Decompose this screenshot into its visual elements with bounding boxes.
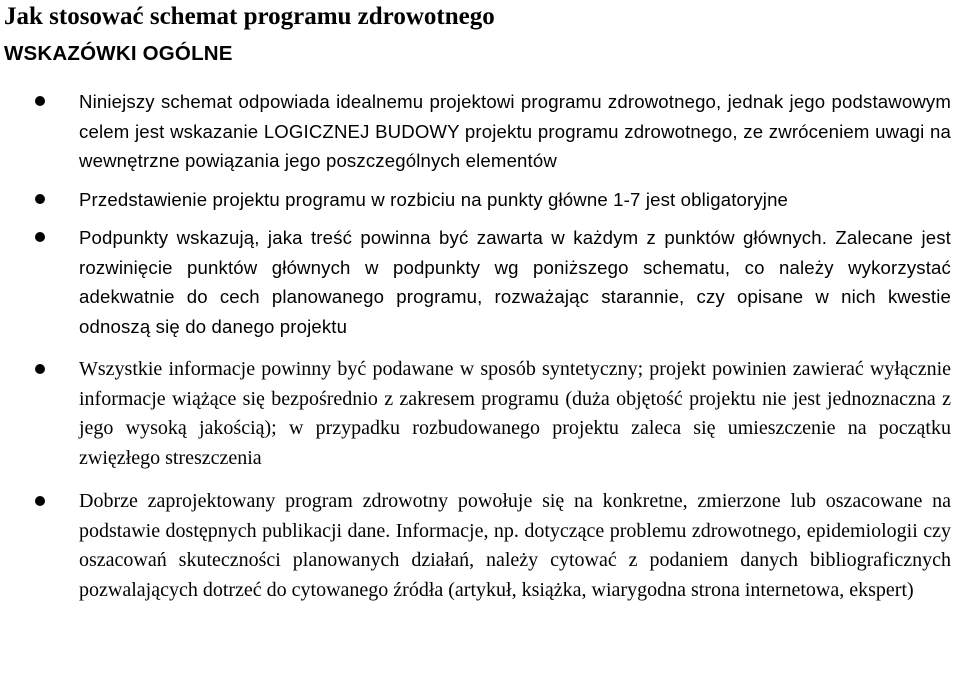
bullet-icon (35, 232, 45, 242)
section-heading: WSKAZÓWKI OGÓLNE (4, 42, 233, 65)
list-item (0, 487, 951, 605)
page-title: Jak stosować schemat programu zdrowotnego (4, 3, 495, 30)
list-item-text: Wszystkie informacje powinny być podawane w sposób syntetyczny; projekt powinien zawierać wyłącznie informacje wiążące się bezpośrednio z zakresem programu (duża objętość projektu nie jest jednoznaczna z jego wysoką jakością); w przypadku rozbudowanego projektu zaleca się umieszczenie na początku zwięzłego streszczenia (79, 358, 951, 469)
bullet-icon (35, 194, 45, 204)
bullet-icon (35, 96, 45, 106)
list-item (0, 355, 951, 473)
bullet-icon (35, 364, 45, 374)
list-item-text: Przedstawienie projektu programu w rozbiciu na punkty główne 1-7 jest obligatoryjne (79, 188, 789, 210)
list-item-text: Dobrze zaprojektowany program zdrowotny powołuje się na konkretne, zmierzone lub oszacowane na podstawie dostępnych publikacji dane. Informacje, np. dotyczące problemu zdrowotnego, epidemiologii czy oszacowań skuteczności planowanych działań, należy cytować z podaniem danych bibliograficznych pozwalających dotrzeć do cytowanego źródła (artykuł, książka, wiarygodna strona internetowa, ekspert) (79, 490, 951, 601)
bullet-icon (35, 496, 45, 506)
list-item (0, 185, 951, 215)
list-item (0, 87, 951, 176)
list-item-text: Podpunkty wskazują, jaka treść powinna być zawarta w każdym z punktów głównych. Zalecane jest rozwinięcie punktów głównych w podpunkty wg poniższego schematu, co należy wykorzystać adekwatnie do cech planowanego programu, rozważając starannie, czy opisane w nich kwestie odnoszą się do danego projektu (79, 227, 951, 337)
list-item-text: Niniejszy schemat odpowiada idealnemu projektowi programu zdrowotnego, jednak jego podstawowym celem jest wskazanie LOGICZNEJ BUDOWY projektu programu zdrowotnego, ze zwróceniem uwagi na wewnętrzne powiązania jego poszczególnych elementów (79, 91, 951, 171)
guidelines-list (0, 87, 960, 605)
list-item (0, 223, 951, 341)
